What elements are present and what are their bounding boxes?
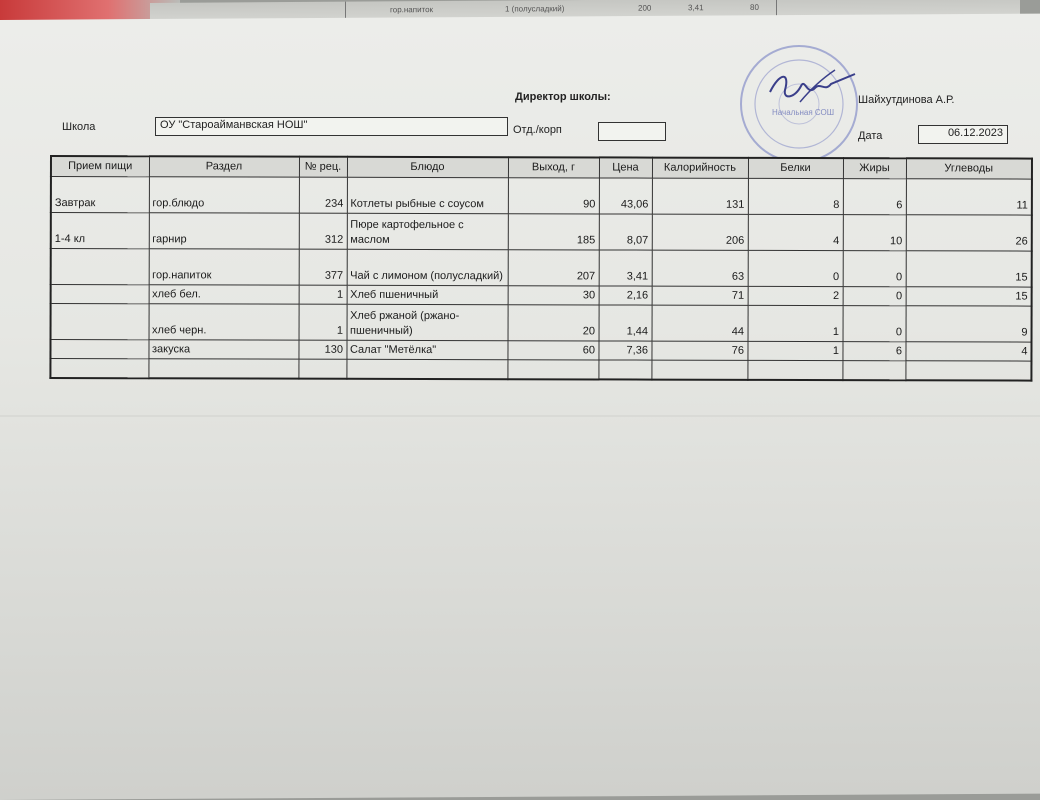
cell-empty [298, 359, 346, 379]
col-header-calories: Калорийность [652, 158, 748, 179]
cell-recipe: 377 [299, 249, 347, 285]
cell-yield: 20 [508, 305, 599, 341]
col-header-recipe: № рец. [299, 157, 347, 178]
cell-protein: 1 [747, 341, 842, 360]
table-row-empty [50, 359, 1031, 381]
col-header-dish: Блюдо [347, 157, 508, 178]
cell-dish: Чай с лимоном (полусладкий) [347, 249, 508, 285]
date-label: Дата [858, 130, 883, 142]
sheet-divider [776, 0, 777, 17]
col-header-protein: Белки [748, 158, 843, 179]
cell-price: 2,16 [599, 286, 652, 305]
paper-fold [0, 415, 1040, 417]
underlying-price: 3,41 [688, 3, 704, 13]
cell-empty [148, 359, 298, 379]
cell-dish: Салат "Метёлка" [346, 340, 507, 359]
cell-section: гарнир [149, 213, 299, 249]
cell-yield: 207 [508, 250, 599, 286]
cell-protein: 1 [748, 305, 843, 341]
cell-meal: Завтрак [51, 177, 149, 213]
cell-recipe: 1 [299, 285, 347, 304]
cell-empty [507, 360, 598, 380]
table-row [51, 213, 1032, 252]
cell-section: хлеб бел. [149, 285, 299, 304]
cell-meal [51, 285, 149, 304]
underlying-yield: 200 [638, 3, 652, 13]
cell-yield: 185 [508, 214, 599, 250]
cell-recipe: 130 [298, 340, 346, 359]
cell-carbs: 11 [906, 179, 1032, 215]
cell-carbs: 15 [906, 251, 1032, 287]
date-field: 06.12.2023 [918, 125, 1008, 144]
col-header-carbs: Углеводы [906, 158, 1032, 179]
director-label: Директор школы: [515, 91, 611, 103]
cell-yield: 30 [508, 286, 599, 305]
cell-empty [747, 360, 842, 380]
dept-field [598, 122, 666, 141]
cell-empty [842, 361, 905, 381]
cell-carbs: 26 [906, 215, 1032, 251]
cell-calories: 44 [652, 305, 748, 341]
cell-fat: 6 [842, 342, 905, 361]
underlying-dish: 1 (полусладкий) [505, 4, 565, 14]
cell-protein: 8 [748, 178, 843, 214]
cell-calories: 71 [652, 286, 748, 305]
cell-price: 43,06 [599, 178, 652, 214]
underlying-section: гор.напиток [390, 5, 434, 15]
cell-fat: 0 [843, 287, 906, 306]
cell-meal: 1-4 кл [51, 213, 149, 249]
director-name: Шайхутдинова А.Р. [858, 94, 955, 106]
cell-empty [598, 360, 651, 380]
table-row [51, 304, 1032, 343]
col-header-section: Раздел [149, 156, 299, 177]
cell-dish: Хлеб ржаной (ржано-пшеничный) [347, 304, 508, 340]
cell-empty [905, 361, 1031, 381]
cell-price: 8,07 [599, 214, 652, 250]
cell-section: хлеб черн. [149, 304, 299, 340]
cell-fat: 6 [843, 179, 906, 215]
cell-dish: Пюре картофельное с маслом [347, 213, 508, 249]
cell-protein: 0 [748, 250, 843, 286]
cell-calories: 63 [652, 250, 748, 286]
underlying-calories: 80 [750, 2, 759, 12]
cell-yield: 90 [508, 178, 599, 214]
col-header-yield: Выход, г [508, 157, 599, 178]
cell-dish: Котлеты рыбные с соусом [347, 177, 508, 213]
cell-recipe: 1 [299, 304, 347, 340]
cell-empty [651, 360, 747, 380]
cell-protein: 4 [748, 214, 843, 250]
menu-table [49, 155, 1033, 382]
cell-calories: 206 [652, 214, 748, 250]
cell-calories: 131 [652, 178, 748, 214]
cell-empty [50, 359, 148, 379]
dept-label: Отд./корп [513, 124, 562, 136]
cell-carbs: 15 [906, 287, 1032, 306]
cell-section: гор.блюдо [149, 177, 299, 213]
cell-calories: 76 [651, 341, 747, 360]
cell-price: 7,36 [598, 341, 651, 360]
school-label: Школа [62, 121, 96, 133]
cell-meal [51, 249, 149, 285]
school-field: ОУ "Староайманвская НОШ" [155, 117, 508, 136]
cell-price: 3,41 [599, 250, 652, 286]
cell-fat: 0 [843, 251, 906, 287]
cell-protein: 2 [748, 286, 843, 305]
cell-carbs: 4 [905, 342, 1031, 361]
cell-empty [346, 359, 507, 379]
cell-yield: 60 [507, 341, 598, 360]
table-row [51, 177, 1032, 216]
col-header-price: Цена [599, 157, 652, 178]
cell-carbs: 9 [906, 306, 1032, 342]
cell-section: гор.напиток [149, 249, 299, 285]
table-header-row [51, 156, 1032, 179]
cell-fat: 0 [843, 306, 906, 342]
col-header-fat: Жиры [843, 158, 906, 179]
cell-recipe: 234 [299, 177, 347, 213]
table-row [50, 340, 1031, 362]
stamp-text: Начальная СОШ [772, 108, 835, 117]
cell-price: 1,44 [599, 305, 652, 341]
table-row [51, 249, 1032, 288]
cell-fat: 10 [843, 215, 906, 251]
director-signature [765, 62, 865, 112]
cell-dish: Хлеб пшеничный [347, 285, 508, 304]
col-header-meal: Прием пищи [51, 156, 149, 177]
cell-meal [50, 340, 148, 359]
cell-meal [51, 304, 149, 340]
table-row [51, 285, 1032, 307]
cell-recipe: 312 [299, 213, 347, 249]
cell-section: закуска [148, 340, 298, 359]
